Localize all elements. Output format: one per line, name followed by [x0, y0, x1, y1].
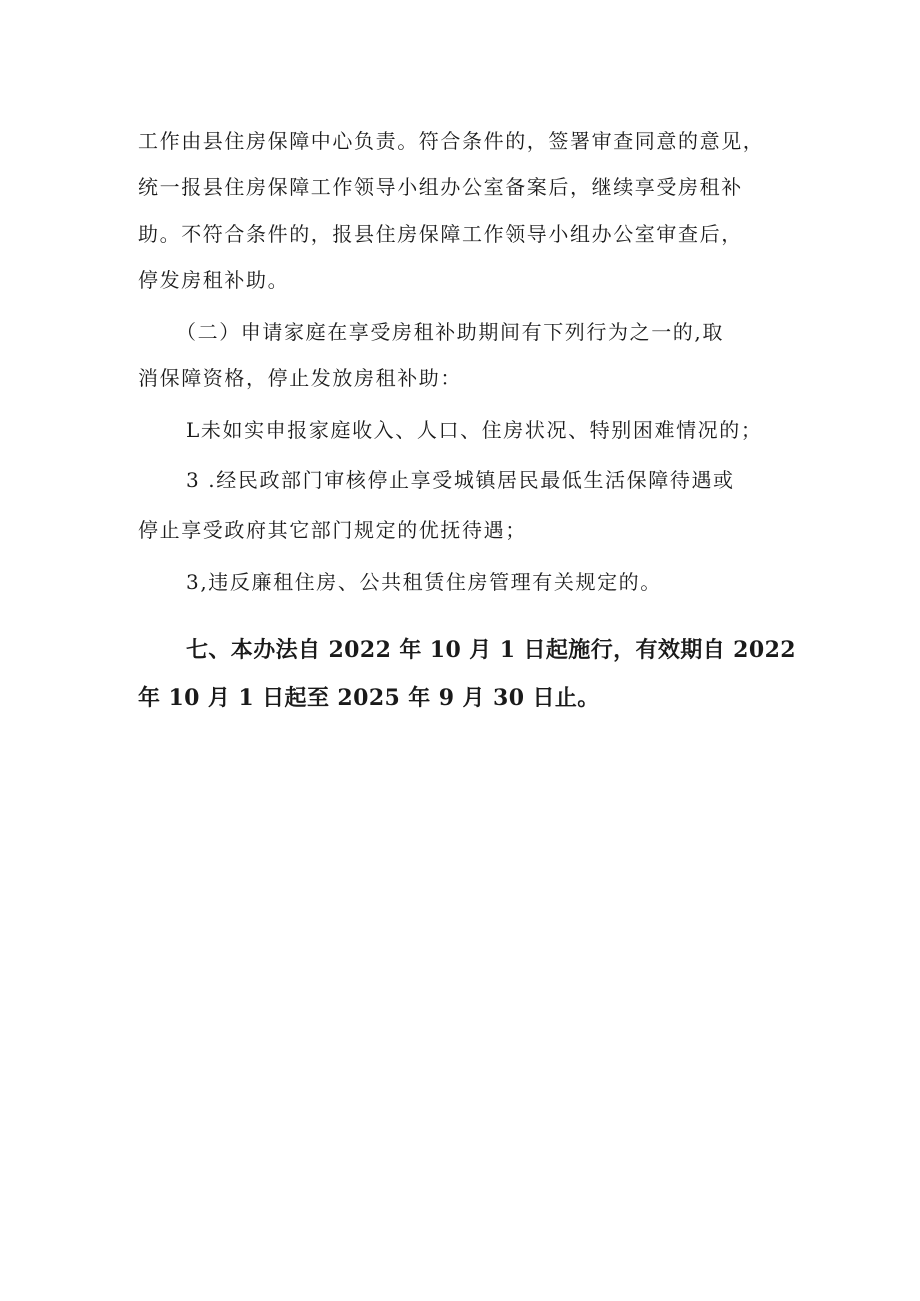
text-line-6: 消保障资格，停止发放房租补助：: [138, 366, 462, 390]
list-item-1: L未如实申报家庭收入、人口、住房状况、特别困难情况的；: [186, 418, 763, 442]
text-line-4: 停发房租补助。: [138, 268, 290, 292]
text-line-2: 统一报县住房保障工作领导小组办公室备案后，继续享受房租补: [138, 175, 743, 199]
text-line-1: 工作由县住房保障中心负责。符合条件的，签署审查同意的意见，: [138, 129, 765, 153]
section-two-heading-line: （二）申请家庭在享受房租补助期间有下列行为之一的,取: [176, 320, 724, 344]
article-seven-line-2: 年 10 月 1 日起至 2025 年 9 月 30 日止。: [138, 685, 600, 711]
article-seven-line-1: 七、本办法自 2022 年 10 月 1 日起施行，有效期自 2022: [186, 637, 796, 663]
list-item-2-continued: 停止享受政府其它部门规定的优抚待遇；: [138, 518, 527, 542]
text-line-3: 助。不符合条件的，报县住房保障工作领导小组办公室审查后，: [138, 222, 743, 246]
list-item-2: 3 .经民政部门审核停止享受城镇居民最低生活保障待遇或: [186, 468, 735, 492]
list-item-3: 3,违反廉租住房、公共租赁住房管理有关规定的。: [186, 570, 662, 594]
